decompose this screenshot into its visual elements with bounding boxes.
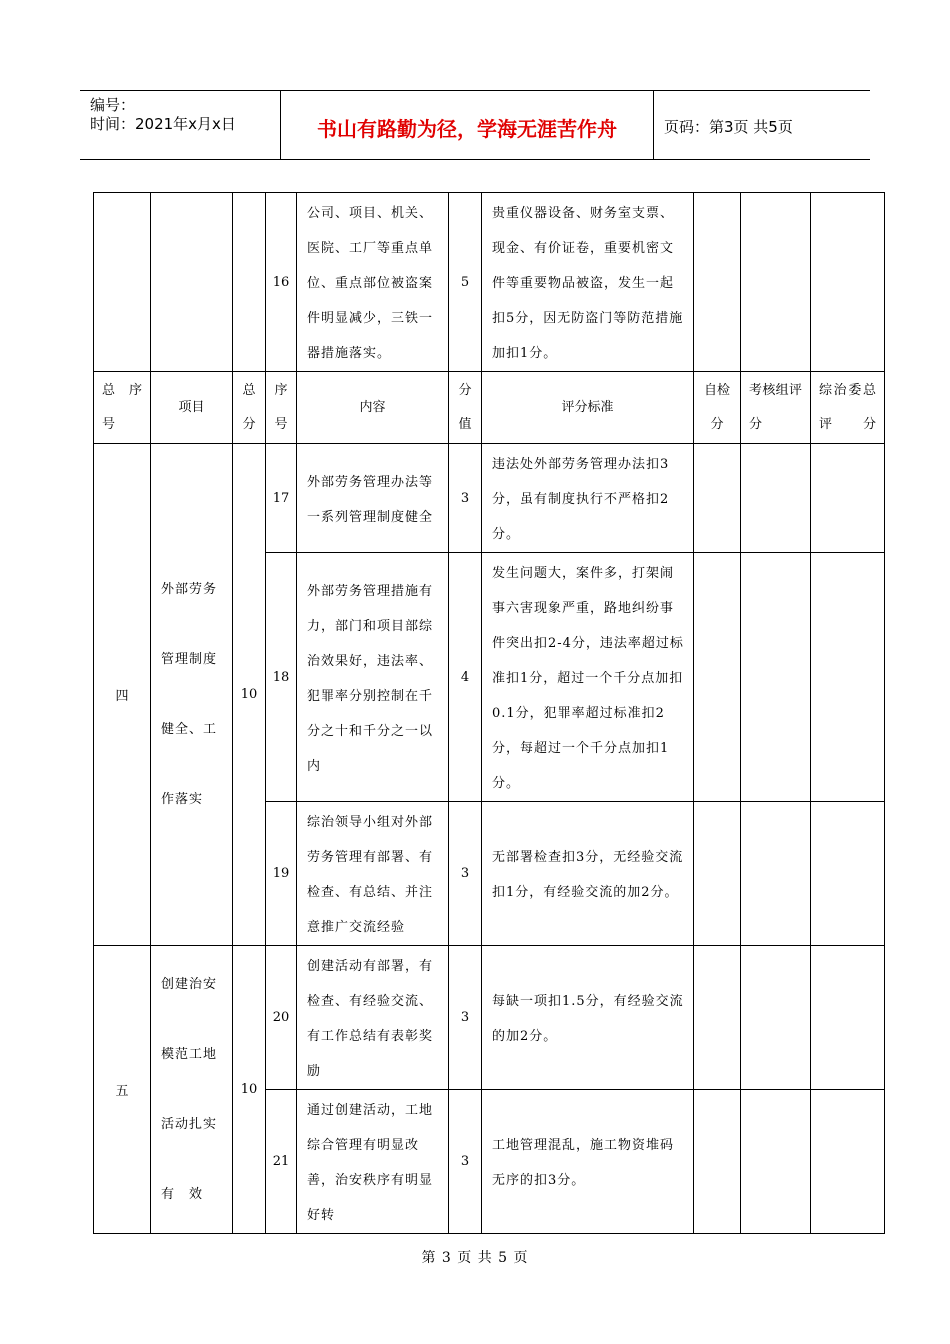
empty-cell — [94, 193, 151, 372]
self-check-cell — [694, 1090, 741, 1234]
page-header — [80, 90, 870, 160]
row-content: 综治领导小组对外部劳务管理有部署、有检查、有总结、并注意推广交流经验 — [297, 802, 449, 946]
page-code: 页码：第3页 共5页 — [664, 118, 793, 136]
header-motto-cell — [281, 91, 654, 159]
row-score: 3 — [449, 444, 482, 553]
self-check-cell — [694, 802, 741, 946]
exam-group-cell — [741, 946, 811, 1090]
section-project: 创建治安模范工地活动扎实有 效 — [151, 946, 233, 1234]
self-check-cell — [694, 193, 741, 372]
document-number-label: 编号： — [90, 96, 136, 114]
header-self-check: 自检分 — [694, 372, 741, 444]
exam-group-cell — [741, 1090, 811, 1234]
committee-cell — [811, 802, 885, 946]
header-exam-group: 考核组评分 — [741, 372, 811, 444]
row-seq: 18 — [266, 553, 297, 802]
committee-cell — [811, 193, 885, 372]
section-total-score: 10 — [233, 946, 266, 1234]
exam-group-cell — [741, 802, 811, 946]
table-row — [94, 946, 885, 1090]
row-seq: 20 — [266, 946, 297, 1090]
committee-cell — [811, 946, 885, 1090]
header-content: 内容 — [297, 372, 449, 444]
committee-cell — [811, 444, 885, 553]
row-criteria: 工地管理混乱，施工物资堆码无序的扣3分。 — [482, 1090, 694, 1234]
header-total-seq: 总 序号 — [94, 372, 151, 444]
row-criteria: 无部署检查扣3分，无经验交流扣1分，有经验交流的加2分。 — [482, 802, 694, 946]
row-seq: 21 — [266, 1090, 297, 1234]
committee-cell — [811, 553, 885, 802]
row-content: 公司、项目、机关、医院、工厂等重点单位、重点部位被盗案件明显减少，三铁一器措施落实。 — [297, 193, 449, 372]
exam-group-cell — [741, 553, 811, 802]
header-committee: 综治委总评分 — [811, 372, 885, 444]
row-criteria: 发生问题大，案件多，打架闹事六害现象严重，路地纠纷事件突出扣2-4分，违法率超过标准扣1分，超过一个千分点加扣0.1分，犯罪率超过标准扣2分，每超过一个千分点加扣1分。 — [482, 553, 694, 802]
section-total-seq: 四 — [94, 444, 151, 946]
header-criteria: 评分标准 — [482, 372, 694, 444]
empty-cell — [151, 193, 233, 372]
row-seq: 16 — [266, 193, 297, 372]
section-project: 外部劳务管理制度健全、工作落实 — [151, 444, 233, 946]
row-seq: 17 — [266, 444, 297, 553]
row-criteria: 每缺一项扣1.5分，有经验交流的加2分。 — [482, 946, 694, 1090]
row-content: 创建活动有部署，有检查、有经验交流、有工作总结有表彰奖励 — [297, 946, 449, 1090]
page-footer: 第 3 页 共 5 页 — [421, 1250, 529, 1266]
row-content: 外部劳务管理措施有力，部门和项目部综治效果好，违法率、犯罪率分别控制在千分之十和千分之一以内 — [297, 553, 449, 802]
empty-cell — [233, 193, 266, 372]
header-seq: 序号 — [266, 372, 297, 444]
exam-group-cell — [741, 444, 811, 553]
document-date: 时间：2021年x月x日 — [90, 115, 236, 133]
section-total-score: 10 — [233, 444, 266, 946]
row-seq: 19 — [266, 802, 297, 946]
table-row — [94, 444, 885, 553]
table-row — [94, 193, 885, 372]
row-content: 外部劳务管理办法等一系列管理制度健全 — [297, 444, 449, 553]
header-page-cell — [654, 91, 870, 159]
row-score: 3 — [449, 946, 482, 1090]
row-score: 3 — [449, 802, 482, 946]
header-info-cell — [80, 91, 281, 159]
committee-cell — [811, 1090, 885, 1234]
motto-text: 书山有路勤为径，学海无涯苦作舟 — [317, 117, 617, 141]
self-check-cell — [694, 946, 741, 1090]
row-criteria: 贵重仪器设备、财务室支票、现金、有价证卷，重要机密文件等重要物品被盗，发生一起扣5分，因无防盗门等防范措施加扣1分。 — [482, 193, 694, 372]
row-score: 4 — [449, 553, 482, 802]
header-total-score: 总分 — [233, 372, 266, 444]
row-score: 3 — [449, 1090, 482, 1234]
header-project: 项目 — [151, 372, 233, 444]
table-header-row — [94, 372, 885, 444]
row-criteria: 违法处外部劳务管理办法扣3分，虽有制度执行不严格扣2分。 — [482, 444, 694, 553]
exam-group-cell — [741, 193, 811, 372]
section-total-seq: 五 — [94, 946, 151, 1234]
scoring-table — [93, 192, 885, 1234]
header-score: 分值 — [449, 372, 482, 444]
row-content: 通过创建活动，工地综合管理有明显改善，治安秩序有明显好转 — [297, 1090, 449, 1234]
self-check-cell — [694, 444, 741, 553]
row-score: 5 — [449, 193, 482, 372]
self-check-cell — [694, 553, 741, 802]
